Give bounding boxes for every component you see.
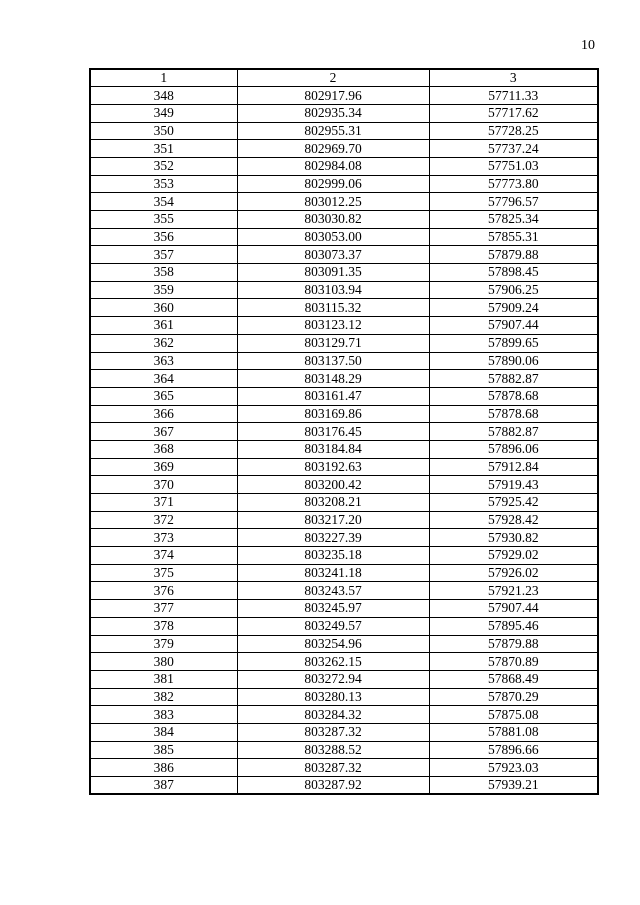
point-number-cell: 351 <box>90 140 237 158</box>
table-row <box>90 157 598 175</box>
coordinates-table <box>89 68 599 795</box>
point-number-cell: 379 <box>90 635 237 653</box>
point-number-cell: 363 <box>90 352 237 370</box>
x-coordinate-cell: 803184.84 <box>237 440 429 458</box>
point-number-cell: 374 <box>90 547 237 565</box>
y-coordinate-cell: 57751.03 <box>429 157 598 175</box>
table-row <box>90 193 598 211</box>
y-coordinate-cell: 57907.44 <box>429 600 598 618</box>
point-number-cell: 369 <box>90 458 237 476</box>
x-coordinate-cell: 803208.21 <box>237 494 429 512</box>
x-coordinate-cell: 803200.42 <box>237 476 429 494</box>
table-row <box>90 564 598 582</box>
point-number-cell: 373 <box>90 529 237 547</box>
y-coordinate-cell: 57912.84 <box>429 458 598 476</box>
table-row <box>90 777 598 795</box>
table-row <box>90 352 598 370</box>
table-row <box>90 653 598 671</box>
y-coordinate-cell: 57899.65 <box>429 334 598 352</box>
y-coordinate-cell: 57868.49 <box>429 670 598 688</box>
point-number-cell: 357 <box>90 246 237 264</box>
x-coordinate-cell: 803030.82 <box>237 211 429 229</box>
table-row <box>90 723 598 741</box>
y-coordinate-cell: 57896.06 <box>429 440 598 458</box>
point-number-cell: 371 <box>90 494 237 512</box>
x-coordinate-cell: 803129.71 <box>237 334 429 352</box>
y-coordinate-cell: 57882.87 <box>429 423 598 441</box>
table-row <box>90 458 598 476</box>
table-row <box>90 741 598 759</box>
x-coordinate-cell: 803103.94 <box>237 281 429 299</box>
y-coordinate-cell: 57737.24 <box>429 140 598 158</box>
x-coordinate-cell: 803073.37 <box>237 246 429 264</box>
y-coordinate-cell: 57878.68 <box>429 405 598 423</box>
column-header-2: 2 <box>237 69 429 87</box>
table-row <box>90 387 598 405</box>
point-number-cell: 380 <box>90 653 237 671</box>
point-number-cell: 367 <box>90 423 237 441</box>
table-row <box>90 423 598 441</box>
y-coordinate-cell: 57919.43 <box>429 476 598 494</box>
y-coordinate-cell: 57923.03 <box>429 759 598 777</box>
y-coordinate-cell: 57909.24 <box>429 299 598 317</box>
x-coordinate-cell: 802984.08 <box>237 157 429 175</box>
point-number-cell: 381 <box>90 670 237 688</box>
table-row <box>90 140 598 158</box>
point-number-cell: 387 <box>90 777 237 795</box>
table-row <box>90 635 598 653</box>
x-coordinate-cell: 803227.39 <box>237 529 429 547</box>
x-coordinate-cell: 803254.96 <box>237 635 429 653</box>
point-number-cell: 384 <box>90 723 237 741</box>
y-coordinate-cell: 57896.66 <box>429 741 598 759</box>
table-row <box>90 334 598 352</box>
column-header-3: 3 <box>429 69 598 87</box>
y-coordinate-cell: 57875.08 <box>429 706 598 724</box>
y-coordinate-cell: 57930.82 <box>429 529 598 547</box>
x-coordinate-cell: 803243.57 <box>237 582 429 600</box>
point-number-cell: 383 <box>90 706 237 724</box>
x-coordinate-cell: 803115.32 <box>237 299 429 317</box>
x-coordinate-cell: 803148.29 <box>237 370 429 388</box>
x-coordinate-cell: 803235.18 <box>237 547 429 565</box>
point-number-cell: 361 <box>90 317 237 335</box>
x-coordinate-cell: 803123.12 <box>237 317 429 335</box>
x-coordinate-cell: 803287.92 <box>237 777 429 795</box>
table-row <box>90 511 598 529</box>
point-number-cell: 376 <box>90 582 237 600</box>
table-row <box>90 688 598 706</box>
point-number-cell: 358 <box>90 264 237 282</box>
x-coordinate-cell: 802999.06 <box>237 175 429 193</box>
table-row <box>90 87 598 105</box>
point-number-cell: 378 <box>90 617 237 635</box>
table-row <box>90 494 598 512</box>
page-number: 10 <box>581 38 595 53</box>
point-number-cell: 348 <box>90 87 237 105</box>
x-coordinate-cell: 803091.35 <box>237 264 429 282</box>
table-row <box>90 281 598 299</box>
table-row <box>90 175 598 193</box>
y-coordinate-cell: 57711.33 <box>429 87 598 105</box>
table-row <box>90 370 598 388</box>
x-coordinate-cell: 802955.31 <box>237 122 429 140</box>
point-number-cell: 354 <box>90 193 237 211</box>
x-coordinate-cell: 802917.96 <box>237 87 429 105</box>
x-coordinate-cell: 803249.57 <box>237 617 429 635</box>
table-row <box>90 264 598 282</box>
point-number-cell: 375 <box>90 564 237 582</box>
y-coordinate-cell: 57907.44 <box>429 317 598 335</box>
point-number-cell: 365 <box>90 387 237 405</box>
x-coordinate-cell: 803272.94 <box>237 670 429 688</box>
y-coordinate-cell: 57890.06 <box>429 352 598 370</box>
point-number-cell: 385 <box>90 741 237 759</box>
x-coordinate-cell: 803288.52 <box>237 741 429 759</box>
x-coordinate-cell: 803217.20 <box>237 511 429 529</box>
y-coordinate-cell: 57796.57 <box>429 193 598 211</box>
table-row <box>90 405 598 423</box>
point-number-cell: 386 <box>90 759 237 777</box>
x-coordinate-cell: 803245.97 <box>237 600 429 618</box>
table-row <box>90 476 598 494</box>
point-number-cell: 353 <box>90 175 237 193</box>
point-number-cell: 359 <box>90 281 237 299</box>
point-number-cell: 372 <box>90 511 237 529</box>
table-row <box>90 317 598 335</box>
x-coordinate-cell: 803287.32 <box>237 723 429 741</box>
y-coordinate-cell: 57879.88 <box>429 635 598 653</box>
table-row <box>90 122 598 140</box>
x-coordinate-cell: 803280.13 <box>237 688 429 706</box>
x-coordinate-cell: 803053.00 <box>237 228 429 246</box>
y-coordinate-cell: 57928.42 <box>429 511 598 529</box>
table-row <box>90 211 598 229</box>
table-row <box>90 706 598 724</box>
table-row <box>90 670 598 688</box>
x-coordinate-cell: 802935.34 <box>237 104 429 122</box>
table-row <box>90 299 598 317</box>
table-row <box>90 104 598 122</box>
y-coordinate-cell: 57921.23 <box>429 582 598 600</box>
y-coordinate-cell: 57926.02 <box>429 564 598 582</box>
table-row <box>90 547 598 565</box>
table-row <box>90 759 598 777</box>
table-row <box>90 600 598 618</box>
y-coordinate-cell: 57898.45 <box>429 264 598 282</box>
x-coordinate-cell: 803169.86 <box>237 405 429 423</box>
point-number-cell: 377 <box>90 600 237 618</box>
table-header-row <box>90 69 598 87</box>
y-coordinate-cell: 57882.87 <box>429 370 598 388</box>
x-coordinate-cell: 803287.32 <box>237 759 429 777</box>
point-number-cell: 364 <box>90 370 237 388</box>
point-number-cell: 349 <box>90 104 237 122</box>
y-coordinate-cell: 57878.68 <box>429 387 598 405</box>
y-coordinate-cell: 57870.29 <box>429 688 598 706</box>
y-coordinate-cell: 57906.25 <box>429 281 598 299</box>
point-number-cell: 382 <box>90 688 237 706</box>
point-number-cell: 352 <box>90 157 237 175</box>
x-coordinate-cell: 802969.70 <box>237 140 429 158</box>
table-body <box>90 87 598 795</box>
y-coordinate-cell: 57870.89 <box>429 653 598 671</box>
table-row <box>90 529 598 547</box>
table-row <box>90 246 598 264</box>
x-coordinate-cell: 803284.32 <box>237 706 429 724</box>
column-header-1: 1 <box>90 69 237 87</box>
y-coordinate-cell: 57939.21 <box>429 777 598 795</box>
x-coordinate-cell: 803192.63 <box>237 458 429 476</box>
x-coordinate-cell: 803161.47 <box>237 387 429 405</box>
y-coordinate-cell: 57895.46 <box>429 617 598 635</box>
y-coordinate-cell: 57929.02 <box>429 547 598 565</box>
x-coordinate-cell: 803241.18 <box>237 564 429 582</box>
x-coordinate-cell: 803176.45 <box>237 423 429 441</box>
point-number-cell: 355 <box>90 211 237 229</box>
point-number-cell: 366 <box>90 405 237 423</box>
point-number-cell: 368 <box>90 440 237 458</box>
x-coordinate-cell: 803137.50 <box>237 352 429 370</box>
table-row <box>90 228 598 246</box>
y-coordinate-cell: 57728.25 <box>429 122 598 140</box>
y-coordinate-cell: 57825.34 <box>429 211 598 229</box>
point-number-cell: 362 <box>90 334 237 352</box>
table-header <box>90 69 598 87</box>
point-number-cell: 360 <box>90 299 237 317</box>
y-coordinate-cell: 57879.88 <box>429 246 598 264</box>
y-coordinate-cell: 57925.42 <box>429 494 598 512</box>
x-coordinate-cell: 803262.15 <box>237 653 429 671</box>
y-coordinate-cell: 57717.62 <box>429 104 598 122</box>
x-coordinate-cell: 803012.25 <box>237 193 429 211</box>
table-row <box>90 440 598 458</box>
table-row <box>90 617 598 635</box>
y-coordinate-cell: 57855.31 <box>429 228 598 246</box>
y-coordinate-cell: 57881.08 <box>429 723 598 741</box>
point-number-cell: 350 <box>90 122 237 140</box>
table-row <box>90 582 598 600</box>
y-coordinate-cell: 57773.80 <box>429 175 598 193</box>
point-number-cell: 370 <box>90 476 237 494</box>
point-number-cell: 356 <box>90 228 237 246</box>
